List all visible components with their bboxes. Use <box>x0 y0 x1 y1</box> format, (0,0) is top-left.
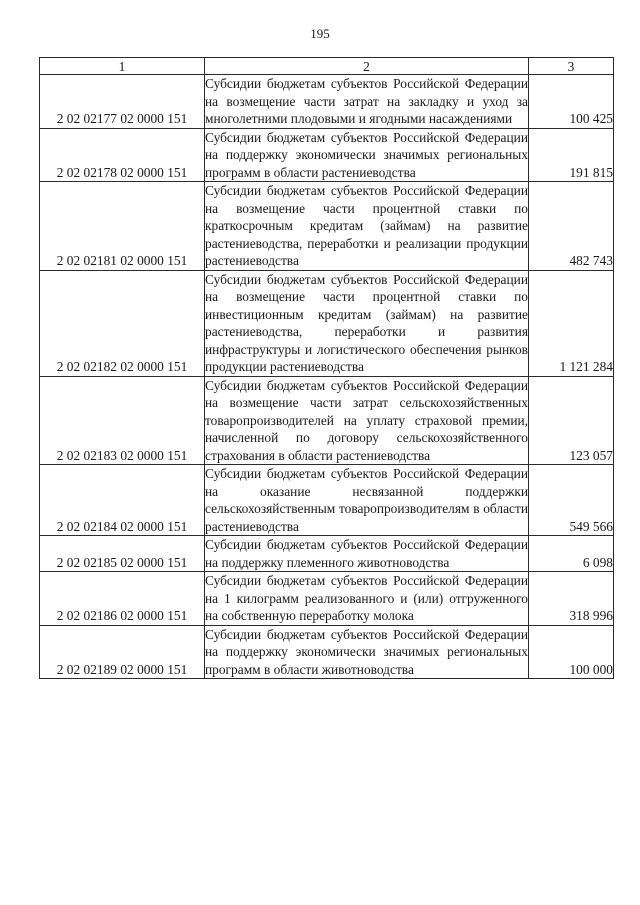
row-name: Субсидии бюджетам субъектов Российской Федерации на оказание несвязанной поддержки сельскохозяйственным товаропроизводителям в области растениеводства <box>205 466 528 534</box>
row-amount: 100 425 <box>529 75 614 129</box>
row-name: Субсидии бюджетам субъектов Российской Федерации на поддержку племенного животноводства <box>205 537 528 570</box>
table-row <box>40 572 614 626</box>
row-code: 2 02 02189 02 0000 151 <box>40 625 205 679</box>
row-code: 2 02 02177 02 0000 151 <box>40 75 205 129</box>
column-header-amount: 3 <box>529 58 614 75</box>
row-code: 2 02 02185 02 0000 151 <box>40 536 205 572</box>
table-row <box>40 75 614 129</box>
table-row <box>40 270 614 376</box>
header-row <box>40 58 614 75</box>
table-row <box>40 536 614 572</box>
column-header-name: 2 <box>205 58 529 75</box>
budget-table <box>39 57 614 679</box>
row-name: Субсидии бюджетам субъектов Российской Федерации на поддержку экономически значимых региональных программ в области растениеводства <box>205 129 528 180</box>
page-number: 195 <box>310 26 330 41</box>
row-code: 2 02 02178 02 0000 151 <box>40 128 205 182</box>
row-code: 2 02 02183 02 0000 151 <box>40 376 205 465</box>
row-code: 2 02 02181 02 0000 151 <box>40 182 205 271</box>
column-header-code: 1 <box>40 58 205 75</box>
row-amount: 6 098 <box>529 536 614 572</box>
row-amount: 549 566 <box>529 465 614 536</box>
row-name: Субсидии бюджетам субъектов Российской Федерации на 1 килограмм реализованного и (или) отгруженного на собственную переработку молока <box>205 573 528 623</box>
row-amount: 1 121 284 <box>529 270 614 376</box>
row-amount: 191 815 <box>529 128 614 182</box>
table-row <box>40 128 614 182</box>
row-name: Субсидии бюджетам субъектов Российской Федерации на возмещение части затрат на закладку и уход за многолетними плодовыми и ягодными насаждениями <box>205 76 528 126</box>
table-row <box>40 182 614 271</box>
row-code: 2 02 02186 02 0000 151 <box>40 572 205 626</box>
table-row <box>40 376 614 465</box>
table-row <box>40 465 614 536</box>
row-amount: 100 000 <box>529 625 614 679</box>
row-code: 2 02 02182 02 0000 151 <box>40 270 205 376</box>
row-name: Субсидии бюджетам субъектов Российской Федерации на возмещение части затрат сельскохозяйственных товаропроизводителей на уплату страховой премии, начисленной по договору сельскохозяйственного страхования в области растениеводства <box>205 377 528 463</box>
row-amount: 318 996 <box>529 572 614 626</box>
row-code: 2 02 02184 02 0000 151 <box>40 465 205 536</box>
row-name: Субсидии бюджетам субъектов Российской Федерации на возмещение части процентной ставки по инвестиционным кредитам (займам) на развитие растениеводства, переработки и развития инфраструктуры и логистического обеспечения рынков продукции растениеводства <box>205 271 528 374</box>
row-amount: 482 743 <box>529 182 614 271</box>
table-row <box>40 625 614 679</box>
row-amount: 123 057 <box>529 376 614 465</box>
row-name: Субсидии бюджетам субъектов Российской Федерации на поддержку экономически значимых региональных программ в области животноводства <box>205 626 528 677</box>
row-name: Субсидии бюджетам субъектов Российской Федерации на возмещение части процентной ставки по краткосрочным кредитам (займам) на развитие растениеводства, переработки и реализации продукции растениеводства <box>205 183 528 268</box>
